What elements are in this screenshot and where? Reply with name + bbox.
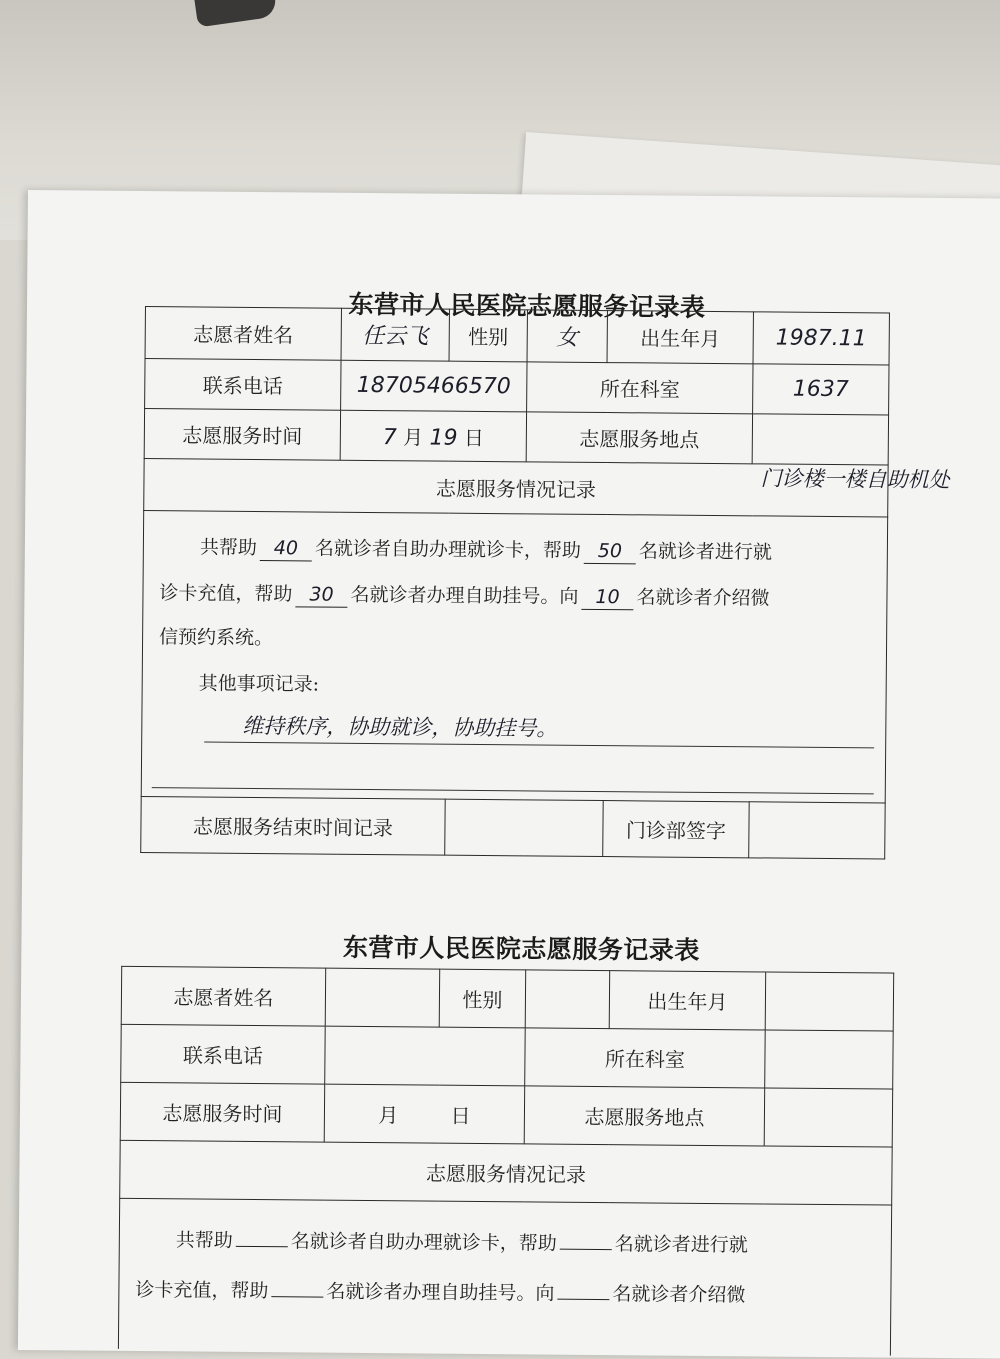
- time-value[interactable]: [340, 410, 526, 462]
- location-cell[interactable]: [752, 414, 888, 465]
- record-table: [118, 966, 894, 1355]
- gender-value[interactable]: [525, 970, 610, 1029]
- dept-value[interactable]: 1637: [753, 364, 889, 415]
- month-label: 月: [403, 425, 424, 450]
- record-body[interactable]: [141, 511, 887, 803]
- name-value[interactable]: 任云飞: [341, 308, 449, 361]
- phone-label: 联系电话: [121, 1024, 325, 1084]
- record-line-3: 信预约系统。: [159, 626, 274, 650]
- record-line-2: 诊卡充值，帮助 名就诊者办理自助挂号。向 名就诊者介绍微: [135, 1271, 745, 1307]
- section-header: 志愿服务情况记录: [120, 1140, 892, 1205]
- dept-label: 所在科室: [525, 1028, 765, 1088]
- count-register: 30: [309, 583, 334, 606]
- day-label: 日: [450, 1103, 471, 1128]
- gender-value[interactable]: 女: [527, 310, 607, 363]
- section-header: 志愿服务情况记录: [144, 459, 888, 517]
- phone-value[interactable]: [325, 1026, 525, 1086]
- form-title: 东营市人民医院志愿服务记录表: [342, 932, 701, 965]
- location-value[interactable]: [764, 1088, 893, 1147]
- gender-label: 性别: [439, 969, 526, 1028]
- other-label: 其他事项记录:: [198, 672, 320, 696]
- other-line-1: [204, 742, 874, 749]
- record-line-1: 共帮助 40 名就诊者自助办理就诊卡，帮助 50 名就诊者进行就: [199, 536, 773, 564]
- paper-sheet: [18, 190, 1000, 1359]
- other-text: 维持秩序，协助就诊，协助挂号。: [242, 713, 558, 741]
- form-title: 东营市人民医院志愿服务记录表: [348, 289, 706, 322]
- name-label: 志愿者姓名: [145, 307, 341, 361]
- record-line-2: 诊卡充值，帮助 30 名就诊者办理自助挂号。向 10 名就诊者介绍微: [159, 582, 770, 610]
- dept-label: 所在科室: [527, 362, 753, 414]
- record-line-1: 共帮助 名就诊者自助办理就诊卡，帮助 名就诊者进行就: [176, 1221, 748, 1257]
- month-label: 月: [378, 1103, 399, 1128]
- location-label: 志愿服务地点: [524, 1086, 764, 1146]
- count-wechat: 10: [595, 585, 620, 609]
- phone-value[interactable]: 18705466570: [341, 360, 527, 412]
- dept-value[interactable]: [765, 1030, 894, 1089]
- name-value[interactable]: [325, 968, 440, 1027]
- birth-value[interactable]: [765, 972, 894, 1031]
- count-cards: 40: [273, 537, 299, 560]
- end-time-label: 志愿服务结束时间记录: [141, 797, 445, 856]
- month-value: 7: [382, 425, 397, 451]
- day-value: 19: [429, 425, 458, 451]
- location-label: 志愿服务地点: [526, 412, 752, 464]
- signature-value[interactable]: [749, 802, 885, 859]
- time-label: 志愿服务时间: [144, 409, 340, 461]
- end-time-value[interactable]: [445, 799, 603, 856]
- other-line-2: [152, 787, 874, 794]
- time-label: 志愿服务时间: [120, 1082, 324, 1142]
- record-table: [140, 306, 890, 859]
- birth-value[interactable]: 1987.11: [753, 312, 889, 365]
- phone-label: 联系电话: [145, 359, 341, 411]
- name-label: 志愿者姓名: [121, 966, 325, 1026]
- birth-label: 出生年月: [609, 971, 766, 1030]
- birth-label: 出生年月: [607, 311, 753, 364]
- time-value[interactable]: [324, 1084, 524, 1144]
- day-label: 日: [463, 425, 484, 450]
- location-value[interactable]: 门诊楼一楼自助机处: [760, 466, 950, 493]
- gender-label: 性别: [449, 309, 527, 362]
- count-recharge: 50: [597, 539, 623, 563]
- signature-label: 门诊部签字: [603, 801, 749, 858]
- record-body[interactable]: [118, 1198, 891, 1355]
